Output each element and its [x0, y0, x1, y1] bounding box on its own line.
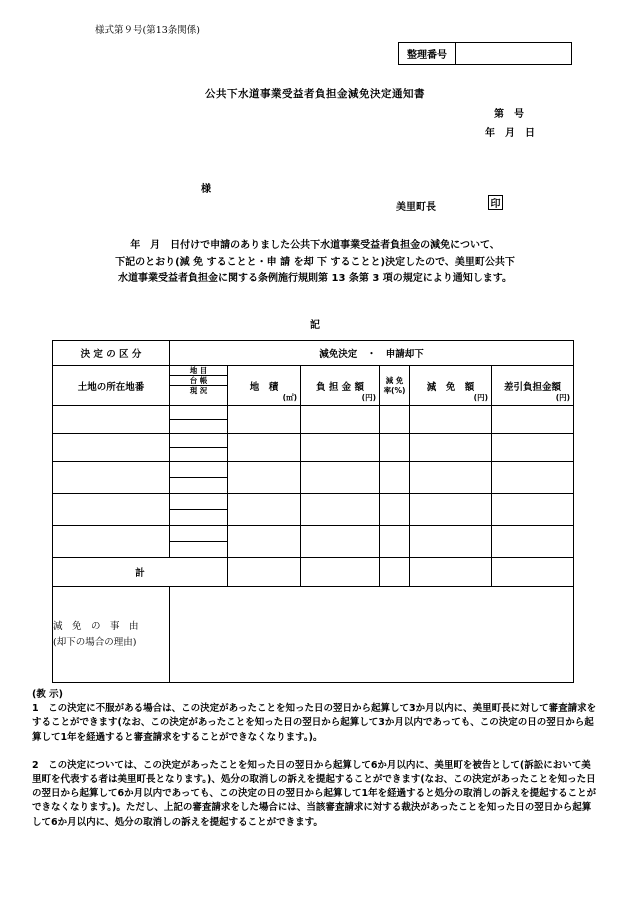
- amount-cell[interactable]: [301, 462, 380, 494]
- issuer-name: 美里町長: [396, 202, 436, 213]
- balance-cell[interactable]: [492, 462, 574, 494]
- total-reduction-cell[interactable]: [410, 558, 492, 587]
- reduction-cell[interactable]: [410, 462, 492, 494]
- form-number: 様式第９号(第13条関係): [95, 25, 201, 36]
- balance-header: [492, 366, 574, 406]
- ledger-label: 台 帳: [170, 376, 227, 386]
- reduction-header: [410, 366, 492, 406]
- document-number: 第 号: [494, 109, 524, 120]
- notice-line-2: 下記のとおり(減 免 することと・申 請 を却 下 することと)決定したので、美里町公共下: [115, 256, 515, 268]
- location-cell[interactable]: [53, 526, 170, 558]
- balance-unit: (円): [555, 393, 571, 402]
- area-header: [228, 366, 301, 406]
- total-area-cell[interactable]: [228, 558, 301, 587]
- teaching-item-1: 1 この決定に不服がある場合は、この決定があったことを知った日の翌日から起算して3か月以内に、美里町長に対して審査請求をすることができます(なお、この決定があったことを知った日の翌日から起算して3か月以内であっても、この決定の日の翌日から起算して1年を経過すると審査請求をすることができなくなります。)。: [32, 703, 597, 743]
- rate-cell[interactable]: [380, 434, 410, 462]
- rate-cell[interactable]: [380, 406, 410, 434]
- chimoku-header: [170, 366, 228, 406]
- balance-cell[interactable]: [492, 494, 574, 526]
- amount-header: [301, 366, 380, 406]
- location-cell[interactable]: [53, 462, 170, 494]
- amount-cell[interactable]: [301, 526, 380, 558]
- reduction-label: 減 免 額: [426, 381, 475, 393]
- document-date: 年 月 日: [485, 128, 535, 139]
- reduction-cell[interactable]: [410, 526, 492, 558]
- registration-number-label: 整理番号: [399, 43, 456, 64]
- seal-mark: 印: [488, 195, 503, 210]
- rate-cell[interactable]: [380, 462, 410, 494]
- reduction-cell[interactable]: [410, 434, 492, 462]
- current-cell[interactable]: [170, 510, 228, 526]
- notice-line-3: 水道事業受益者負担金に関する条例施行規則第 13 条第 3 項の規定により通知します。: [118, 273, 512, 284]
- area-cell[interactable]: [228, 434, 301, 462]
- registration-number-box: [398, 42, 572, 65]
- notice-line-1: 年 月 日付けで申請のありました公共下水道事業受益者負担金の減免について、: [130, 240, 500, 251]
- ledger-cell[interactable]: [170, 434, 228, 448]
- amount-cell[interactable]: [301, 434, 380, 462]
- reduction-unit: (円): [473, 393, 488, 402]
- total-amount-cell[interactable]: [301, 558, 380, 587]
- location-cell[interactable]: [53, 494, 170, 526]
- reduction-cell[interactable]: [410, 494, 492, 526]
- balance-cell[interactable]: [492, 434, 574, 462]
- teaching-section: [32, 688, 600, 844]
- location-header: 土地の所在地番: [53, 366, 170, 406]
- teaching-item-2: 2 この決定については、この決定があったことを知った日の翌日から起算して6か月以内に、美里町を被告として(訴訟において美里町を代表する者は美里町長となります。)、処分の取消しの訴えを提起することができます(なお、この決定があったことを知った日の翌日から起算して6か月以内であっても、この決定の日の翌日から起算して1年を経過すると処分の取消しの訴えを提起することができなくなります。)。ただし、上記の審査請求をした場合には、当該審査請求に対する裁決があったことを知った日の翌日から起算して6か月以内に、処分の取消しの訴えを提起することができます。: [32, 759, 597, 828]
- registration-number-field[interactable]: [456, 43, 571, 64]
- total-label: 計: [53, 558, 228, 587]
- balance-label: 差引負担金額: [504, 381, 562, 393]
- addressee-suffix: 様: [201, 184, 211, 195]
- ki-heading: 記: [310, 320, 320, 331]
- area-label: 地 積: [249, 381, 279, 393]
- reason-field[interactable]: [170, 587, 574, 683]
- ledger-cell[interactable]: [170, 462, 228, 478]
- ledger-cell[interactable]: [170, 406, 228, 420]
- rate-label-1: 減 免: [385, 375, 404, 385]
- decision-category-options[interactable]: 減免決定 ・ 申請却下: [170, 341, 574, 366]
- decision-category-label: 決 定 の 区 分: [53, 341, 170, 366]
- rate-label-2: 率(%): [383, 385, 406, 395]
- current-cell[interactable]: [170, 448, 228, 462]
- reduction-cell[interactable]: [410, 406, 492, 434]
- area-cell[interactable]: [228, 494, 301, 526]
- location-cell[interactable]: [53, 434, 170, 462]
- area-cell[interactable]: [228, 406, 301, 434]
- amount-cell[interactable]: [301, 406, 380, 434]
- amount-cell[interactable]: [301, 494, 380, 526]
- current-cell[interactable]: [170, 542, 228, 558]
- notice-body: [60, 238, 570, 288]
- current-label: 現 況: [189, 386, 208, 395]
- decision-table: [52, 340, 574, 683]
- teaching-heading: (教 示): [32, 689, 63, 700]
- chimoku-label: 地 目: [170, 366, 227, 376]
- amount-label: 負 担 金 額: [316, 381, 364, 393]
- reason-note: (却下の場合の理由): [53, 636, 137, 648]
- ledger-cell[interactable]: [170, 526, 228, 542]
- document-title: 公共下水道事業受益者負担金減免決定通知書: [205, 88, 425, 100]
- ledger-cell[interactable]: [170, 494, 228, 510]
- rate-cell[interactable]: [380, 526, 410, 558]
- balance-cell[interactable]: [492, 526, 574, 558]
- reason-label-cell: [53, 587, 170, 683]
- amount-unit: (円): [361, 393, 376, 402]
- area-cell[interactable]: [228, 526, 301, 558]
- current-cell[interactable]: [170, 420, 228, 434]
- rate-cell[interactable]: [380, 494, 410, 526]
- total-balance-cell[interactable]: [492, 558, 574, 587]
- rate-header: [380, 366, 410, 406]
- reason-label: 減 免 の 事 由: [53, 620, 139, 632]
- balance-cell[interactable]: [492, 406, 574, 434]
- area-unit: (㎡): [282, 393, 297, 402]
- current-cell[interactable]: [170, 478, 228, 494]
- total-rate-cell[interactable]: [380, 558, 410, 587]
- area-cell[interactable]: [228, 462, 301, 494]
- location-cell[interactable]: [53, 406, 170, 434]
